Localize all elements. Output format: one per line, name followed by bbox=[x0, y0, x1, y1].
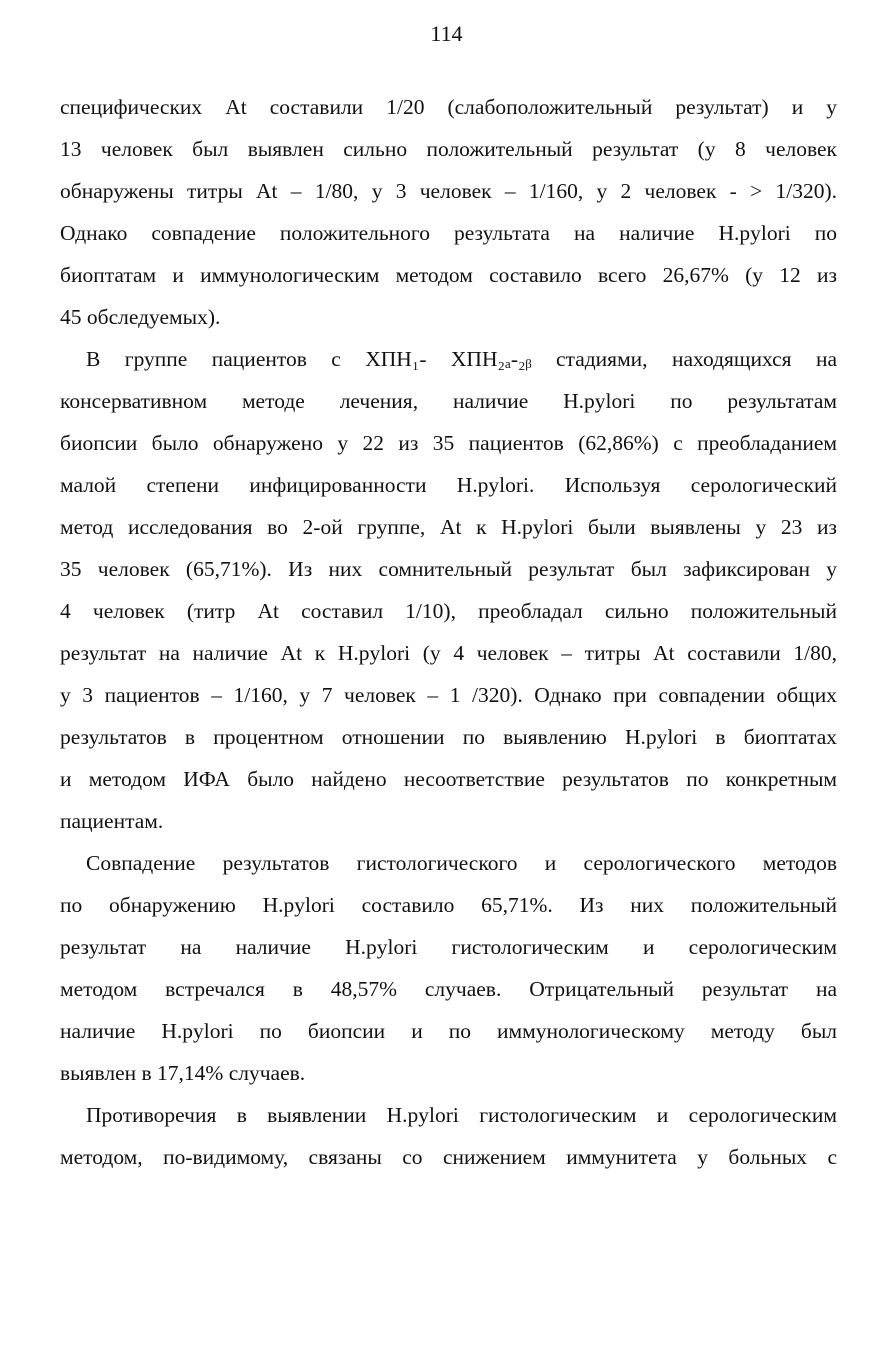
paragraph-line: В группе пациентов с ХПН₁- ХПН₂ₐ-₂ᵦ стадиями, находящихся на bbox=[86, 347, 837, 371]
paragraph-line: методом, по-видимому, связаны со снижением иммунитета у больных с bbox=[60, 1145, 837, 1169]
page-number: 114 bbox=[430, 21, 463, 46]
paragraph-line: методом встречался в 48,57% случаев. Отрицательный результат на bbox=[60, 977, 837, 1001]
paragraph-line: 45 обследуемых). bbox=[60, 305, 221, 329]
paragraph-line: у 3 пациентов – 1/160, у 7 человек – 1 /320). Однако при совпадении общих bbox=[60, 683, 837, 707]
paragraph-line: специфических At составили 1/20 (слабоположительный результат) и у bbox=[60, 95, 837, 119]
paragraph-line: биопсии было обнаружено у 22 из 35 пациентов (62,86%) с преобладанием bbox=[60, 431, 837, 455]
paragraph-line: результат на наличие At к H.pylori (у 4 человек – титры At составили 1/80, bbox=[60, 641, 837, 665]
paragraph-line: Однако совпадение положительного результата на наличие H.pylori по bbox=[60, 221, 837, 245]
paragraph-line: биоптатам и иммунологическим методом составило всего 26,67% (у 12 из bbox=[60, 263, 837, 287]
paragraph-line: и методом ИФА было найдено несоответствие результатов по конкретным bbox=[60, 767, 837, 791]
paragraph-line: по обнаружению H.pylori составило 65,71%. Из них положительный bbox=[60, 893, 837, 917]
paragraph-line: консервативном методе лечения, наличие H.pylori по результатам bbox=[60, 389, 837, 413]
paragraph-line: Противоречия в выявлении H.pylori гистологическим и серологическим bbox=[86, 1103, 837, 1127]
paragraph-line: выявлен в 17,14% случаев. bbox=[60, 1061, 306, 1085]
paragraph-line: результат на наличие H.pylori гистологическим и серологическим bbox=[60, 935, 837, 959]
paragraph-line: 4 человек (титр At составил 1/10), преобладал сильно положительный bbox=[60, 599, 837, 623]
paragraph-line: пациентам. bbox=[60, 809, 164, 833]
paragraph-line: обнаружены титры At – 1/80, у 3 человек – 1/160, у 2 человек - > 1/320). bbox=[60, 179, 837, 203]
paragraph-line: 35 человек (65,71%). Из них сомнительный результат был зафиксирован у bbox=[60, 557, 837, 581]
paragraph-line: малой степени инфицированности H.pylori. Используя серологический bbox=[60, 473, 837, 497]
paragraph-line: 13 человек был выявлен сильно положительный результат (у 8 человек bbox=[60, 137, 837, 161]
paragraph-line: наличие H.pylori по биопсии и по иммунологическому методу был bbox=[60, 1019, 837, 1043]
paragraph-line: результатов в процентном отношении по выявлению H.pylori в биоптатах bbox=[60, 725, 837, 749]
paragraph-line: метод исследования во 2-ой группе, At к H.pylori были выявлены у 23 из bbox=[60, 515, 837, 539]
paragraph-line: Совпадение результатов гистологического и серологического методов bbox=[86, 851, 837, 875]
